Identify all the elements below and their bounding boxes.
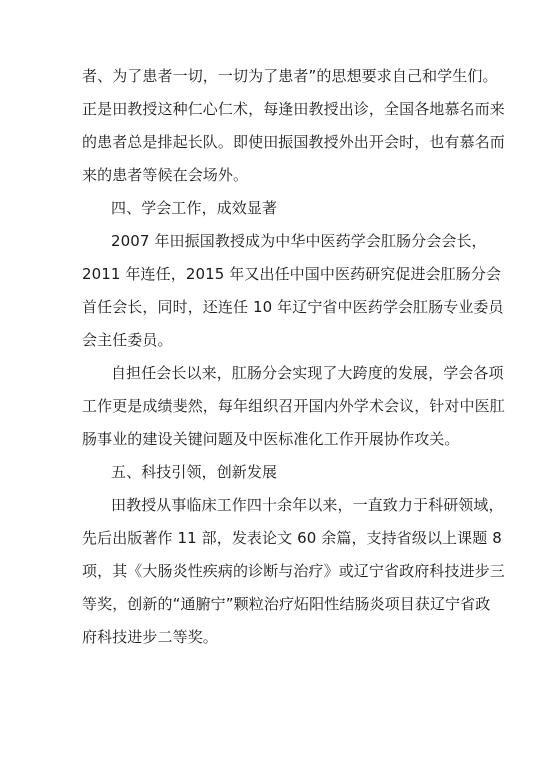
paragraph-line: 2007 年田振国教授成为中华中医药学会肛肠分会会长，	[111, 232, 487, 250]
paragraph-line: 田教授从事临床工作四十余年以来，一直致力于科研领域，	[111, 496, 504, 514]
paragraph-line: 项，其《大肠炎性疾病的诊断与治疗》或辽宁省政府科技进步三	[82, 562, 505, 580]
section-heading: 四、学会工作，成效显著	[111, 199, 278, 217]
paragraph-line: 者、为了患者一切，一切为了患者”的思想要求自己和学生们。	[82, 67, 498, 85]
paragraph-line: 肠事业的建设关键问题及中医标准化工作开展协作攻关。	[82, 430, 460, 448]
paragraph-line: 首任会长，同时，还连任 10 年辽宁省中医药学会肛肠专业委员	[82, 298, 504, 316]
paragraph-line: 自担任会长以来，肛肠分会实现了大跨度的发展，学会各项	[111, 364, 504, 382]
paragraph-line: 等奖，创新的“通腑宁”颗粒治疗炻阳性结肠炎项目获辽宁省政	[82, 595, 491, 613]
paragraph-line: 先后出版著作 11 部，发表论文 60 余篇，支持省级以上课题 8	[82, 529, 502, 547]
paragraph-line: 正是田教授这种仁心仁术，每逢田教授出诊，全国各地慕名而来	[82, 100, 505, 118]
paragraph-line: 工作更是成绩斐然，每年组织召开国内外学术会议，针对中医肛	[82, 397, 505, 415]
section-heading: 五、科技引领，创新发展	[111, 463, 278, 481]
paragraph-line: 府科技进步二等奖。	[82, 628, 218, 646]
paragraph-line: 的患者总是排起长队。即使田振国教授外出开会时，也有慕名而	[82, 133, 505, 151]
paragraph-line: 会主任委员。	[82, 331, 173, 349]
paragraph-line: 来的患者等候在会场外。	[82, 166, 249, 184]
paragraph-line: 2011 年连任，2015 年又出任中国中医药研究促进会肛肠分会	[82, 265, 502, 283]
